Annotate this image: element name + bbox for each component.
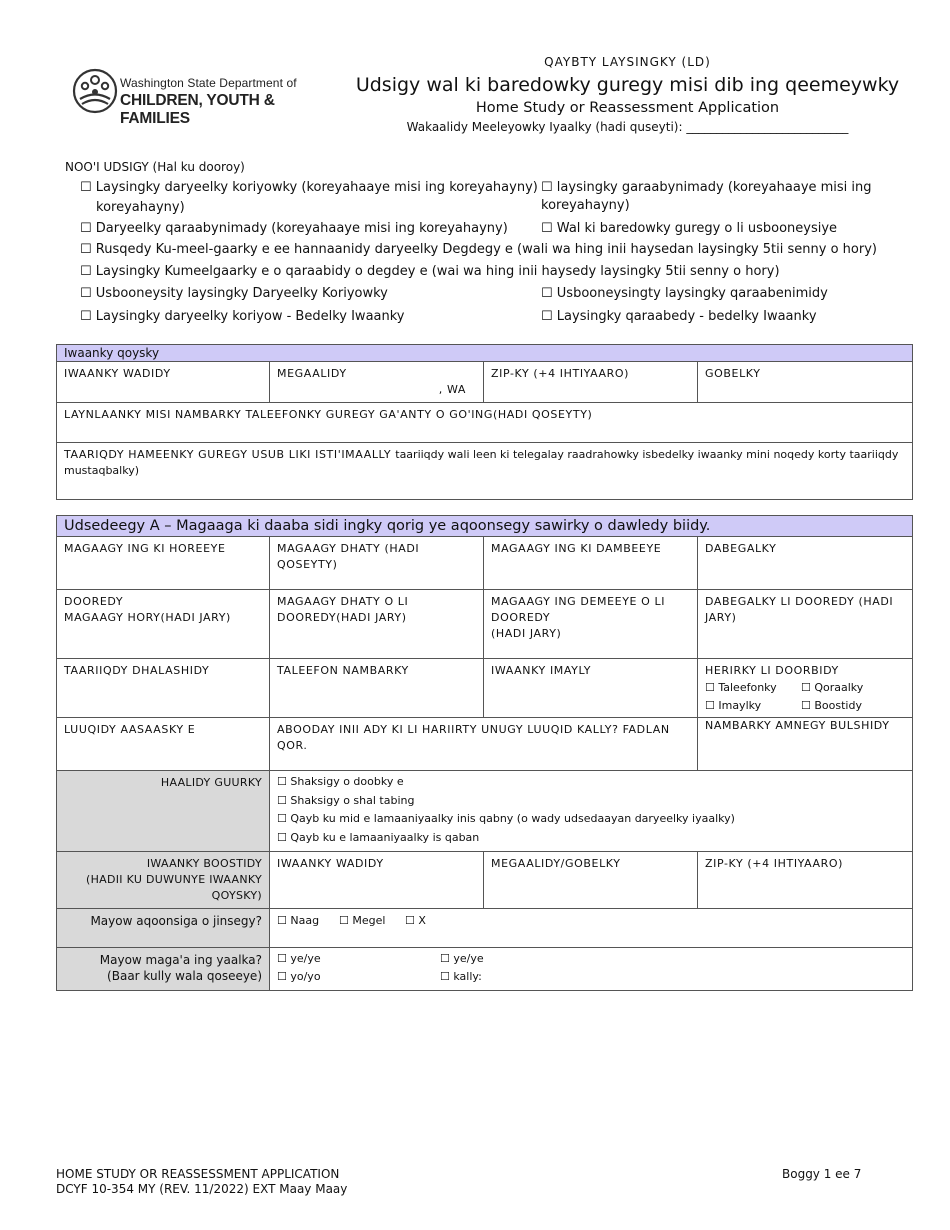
state-label: , WA [438, 383, 466, 396]
field-label: HAALIDY GUURKY [160, 776, 262, 789]
option-label: Usbooneysity laysingky Daryeelky Koriyowky [95, 286, 388, 301]
logo-line1: Washington State Department of [120, 76, 297, 90]
contact-phone-option[interactable]: ☐ Taleefonky [705, 681, 777, 694]
marital-married-option[interactable]: ☐ Shaksigy o shal tabing [277, 793, 415, 807]
interpreter-field[interactable] [270, 718, 698, 771]
option-label: Boostidy [814, 699, 862, 712]
marital-status-options [270, 771, 913, 852]
field-label: IWAANKY WADIDY [277, 857, 384, 870]
field-label: DABEGALKY [705, 542, 777, 555]
option-label: yo/yo [290, 970, 321, 983]
option-kinship-address-change[interactable] [541, 308, 817, 326]
field-label: MAGAAGY ING KI DAMBEEYE [491, 542, 662, 555]
gender-female-option[interactable]: ☐ Naag [277, 914, 320, 927]
household-county-field[interactable] [698, 362, 913, 403]
household-phone-field[interactable] [57, 403, 913, 443]
footer-form-name: HOME STUDY OR REASSESSMENT APPLICATION [56, 1167, 340, 1181]
option-foster-license[interactable] [80, 179, 538, 197]
option-kinship-renewal[interactable] [541, 285, 828, 303]
pronoun-options [270, 948, 913, 991]
gender-options [270, 909, 913, 948]
mailing-address-field[interactable] [270, 852, 484, 909]
checkbox-icon[interactable]: ☐ [80, 286, 92, 301]
dcyf-logo [72, 68, 332, 127]
field-note: taariiqdy wali leen ki telegalay raadrahowky isbedelky iwaanky mini noqedy korty taariiqdy mustaqbalky) [64, 448, 899, 477]
checkbox-icon[interactable]: ☐ [80, 309, 92, 324]
middle-name-field[interactable] [270, 537, 484, 590]
prev-last-name-field[interactable] [484, 590, 698, 659]
option-label: Qayb ku e lamaaniyaalky is qaban [290, 830, 480, 844]
field-label: TAARIIQDY DHALASHIDY [64, 664, 210, 677]
option-label: Rusqedy Ku-meel-gaarky e ee hannaanidy daryeelky Degdegy e (wali wa hing inii haysedan laysingky 5tii senny o hory) [95, 242, 877, 257]
reference-line: Wakaalidy Meeleyowky Iyaalky (hadi quseyti): ___________________________ [406, 120, 849, 134]
section-title-a: Udsedeegy A – Magaaga ki daaba sidi ingky qorig ye aqoonsegy sawirky o dawledy biidy. [57, 516, 913, 537]
mailing-address-label [57, 852, 270, 909]
contact-letter-option[interactable]: ☐ Qoraalky [801, 681, 864, 694]
option-label-continued: koreyahayny) [96, 200, 185, 215]
option-label: laysingky garaabynimady (koreyahaaye misi ing koreyahayny) [541, 180, 872, 213]
option-foster-address-change[interactable] [80, 308, 405, 326]
field-label: IWAANKY WADIDY [64, 367, 171, 380]
field-label: DABEGALKY LI DOOREDY (HADI JARY) [705, 595, 894, 624]
logo-line2: CHILDREN, YOUTH & FAMILIES [120, 92, 275, 127]
pronouns-question [57, 948, 270, 991]
mailing-city-field[interactable] [484, 852, 698, 909]
option-label: Daryeelky qaraabynimady (koreyahaaye misi ing koreyahayny) [95, 221, 508, 236]
suffix-field[interactable] [698, 537, 913, 590]
option-label: ye/ye [290, 952, 321, 965]
field-label: ZIP-KY (+4 IHTIYAARO) [705, 857, 844, 870]
prev-first-name-field[interactable] [57, 590, 270, 659]
pronoun-she-option[interactable]: ☐ ye/ye [277, 952, 321, 965]
field-label: DOOREDY [64, 595, 124, 608]
application-type-heading: NOO'I UDSIGY (Hal ku dooroy) [65, 160, 245, 174]
field-label: (HADI JARY) [491, 627, 562, 640]
option-label: X [418, 914, 426, 927]
field-label: MEGAALIDY [277, 367, 347, 380]
family-logo-icon [72, 68, 118, 114]
option-kinship-care[interactable] [80, 220, 508, 238]
field-label: (HADII KU DUWUNYE IWAANKY QOYSKY) [86, 873, 262, 902]
field-label: ZIP-KY (+4 IHTIYAARO) [491, 367, 630, 380]
option-label: Megel [352, 914, 386, 927]
option-label: Laysingky qaraabedy - bedelky Iwaanky [556, 309, 817, 324]
pronoun-they-option[interactable]: ☐ yo/yo [277, 970, 321, 983]
checkbox-icon[interactable]: ☐ [541, 180, 553, 195]
household-zip-field[interactable] [484, 362, 698, 403]
page-subtitle: Home Study or Reassessment Application [475, 100, 780, 116]
option-label: Laysingky Kumeelgaarky e o qaraabidy o degdey e (wai wa hing inii haysedy laysingky 5tii senny o hory) [95, 264, 780, 279]
gender-male-option[interactable]: ☐ Megel [339, 914, 386, 927]
field-label: ABOODAY INII ADY KI LI HARIIRTY UNUGY LUUQID KALLY? FADLAN QOR. [277, 723, 670, 752]
section-a-table [56, 515, 913, 991]
phone-field[interactable] [270, 659, 484, 718]
household-address-table [56, 344, 913, 500]
mailing-zip-field[interactable] [698, 852, 913, 909]
field-label: MAGAAGY HORY(HADI JARY) [64, 611, 231, 624]
option-label: Wal ki baredowky guregy o li usbooneysiye [556, 221, 838, 236]
option-home-study-update[interactable] [541, 220, 837, 238]
field-label: LUUQIDY AASAASKY E [64, 723, 196, 736]
field-label: HERIRKY LI DOORBIDY [705, 664, 839, 677]
household-move-date-field[interactable] [57, 443, 913, 500]
field-label: MAGAAGY DHATY O LI DOOREDY(HADI JARY) [277, 595, 409, 624]
option-label: Qoraalky [814, 681, 864, 694]
dob-field[interactable] [57, 659, 270, 718]
field-label: TAARIQDY HAMEENKY GUREGY USUB LIKI ISTI'IMAALLY [64, 448, 392, 461]
household-city-field[interactable] [270, 362, 484, 403]
prev-suffix-field[interactable] [698, 590, 913, 659]
contact-preference-field [698, 659, 913, 718]
option-label: ye/ye [453, 952, 484, 965]
gender-question [57, 909, 270, 948]
footer-page-number: Boggy 1 ee 7 [782, 1167, 862, 1181]
field-label: GOBELKY [705, 367, 761, 380]
contact-email-option[interactable]: ☐ Imaylky [705, 699, 762, 712]
marital-status-label [57, 771, 270, 852]
field-label: MAGAAGY ING DEMEEYE O LI DOOREDY [491, 595, 666, 624]
option-label: Shaksigy o doobky e [290, 775, 404, 788]
field-label: MAGAAGY DHATY (HADI QOSEYTY) [277, 542, 420, 571]
option-label: kally: [453, 970, 482, 983]
first-name-field[interactable] [57, 537, 270, 590]
marital-single-option[interactable]: ☐ Shaksigy o doobky e [277, 775, 404, 788]
form-code: QAYBTY LAYSINGKY (LD) [544, 55, 711, 69]
option-emergency-foster[interactable] [80, 241, 877, 259]
field-label: MEGAALIDY/GOBELKY [491, 857, 621, 870]
field-label: IWAANKY IMAYLY [491, 664, 592, 677]
checkbox-icon[interactable]: ☐ [80, 264, 92, 279]
checkbox-icon[interactable]: ☐ [80, 221, 92, 236]
field-label: IWAANKY BOOSTIDY [146, 857, 262, 870]
checkbox-icon[interactable]: ☐ [80, 242, 92, 257]
email-field[interactable] [484, 659, 698, 718]
section-title-household: Iwaanky qoysky [57, 345, 913, 362]
field-label: LAYNLAANKY MISI NAMBARKY TALEEFONKY GUREGY GA'ANTY O GO'ING(HADI QOSEYTY) [64, 408, 593, 421]
checkbox-icon[interactable]: ☐ [541, 221, 553, 236]
option-label: Shaksigy o shal tabing [290, 793, 415, 807]
field-label: Mayow aqoonsiga o jinsegy? [90, 914, 262, 928]
option-label: Usbooneysingty laysingky qaraabenimidy [556, 286, 828, 301]
option-label: Laysingky daryeelky koriyowky (koreyahaaye misi ing koreyahayny) [95, 180, 538, 195]
footer-form-number: DCYF 10-354 MY (REV. 11/2022) EXT Maay Maay [56, 1182, 348, 1196]
primary-language-field[interactable] [57, 718, 270, 771]
prev-middle-name-field[interactable] [270, 590, 484, 659]
field-label: Mayow maga'a ing yaalka? (Baar kully wala qoseeye) [99, 953, 262, 983]
option-label: Qayb ku mid e lamaaniyaalky inis qabny (o wady udsedaayan daryeelky iyaalky) [290, 812, 735, 825]
contact-mail-option[interactable]: ☐ Boostidy [801, 699, 862, 712]
option-label: Taleefonky [718, 681, 777, 694]
checkbox-icon[interactable]: ☐ [541, 309, 553, 324]
marital-partnership-option[interactable]: ☐ Qayb ku mid e lamaaniyaalky inis qabny (o wady udsedaayan daryeelky iyaalky) [277, 812, 735, 825]
checkbox-icon[interactable]: ☐ [80, 180, 92, 195]
checkbox-icon[interactable]: ☐ [541, 286, 553, 301]
page-title: Udsigy wal ki baredowky guregy misi dib ing qeemeywky [355, 74, 900, 96]
option-label: Naag [290, 914, 320, 927]
gender-x-option[interactable]: ☐ X [405, 914, 426, 927]
marital-partnership2-option[interactable]: ☐ Qayb ku e lamaaniyaalky is qaban [277, 830, 480, 844]
option-label: Laysingky daryeelky koriyow - Bedelky Iwaanky [95, 309, 405, 324]
pronoun-he-option[interactable]: ☐ ye/ye [440, 952, 484, 965]
ssn-field[interactable] [698, 718, 913, 771]
option-emergency-kinship[interactable] [80, 263, 780, 281]
field-label: NAMBARKY AMNEGY BULSHIDY [705, 719, 890, 732]
last-name-field[interactable] [484, 537, 698, 590]
option-kinship-license[interactable] [541, 179, 950, 215]
field-label: TALEEFON NAMBARKY [277, 664, 409, 677]
option-foster-renewal[interactable] [80, 285, 388, 303]
household-address-field[interactable] [57, 362, 270, 403]
option-label: Imaylky [718, 699, 762, 712]
pronoun-other-option[interactable]: ☐ kally: [440, 970, 482, 983]
field-label: MAGAAGY ING KI HOREEYE [64, 542, 226, 555]
